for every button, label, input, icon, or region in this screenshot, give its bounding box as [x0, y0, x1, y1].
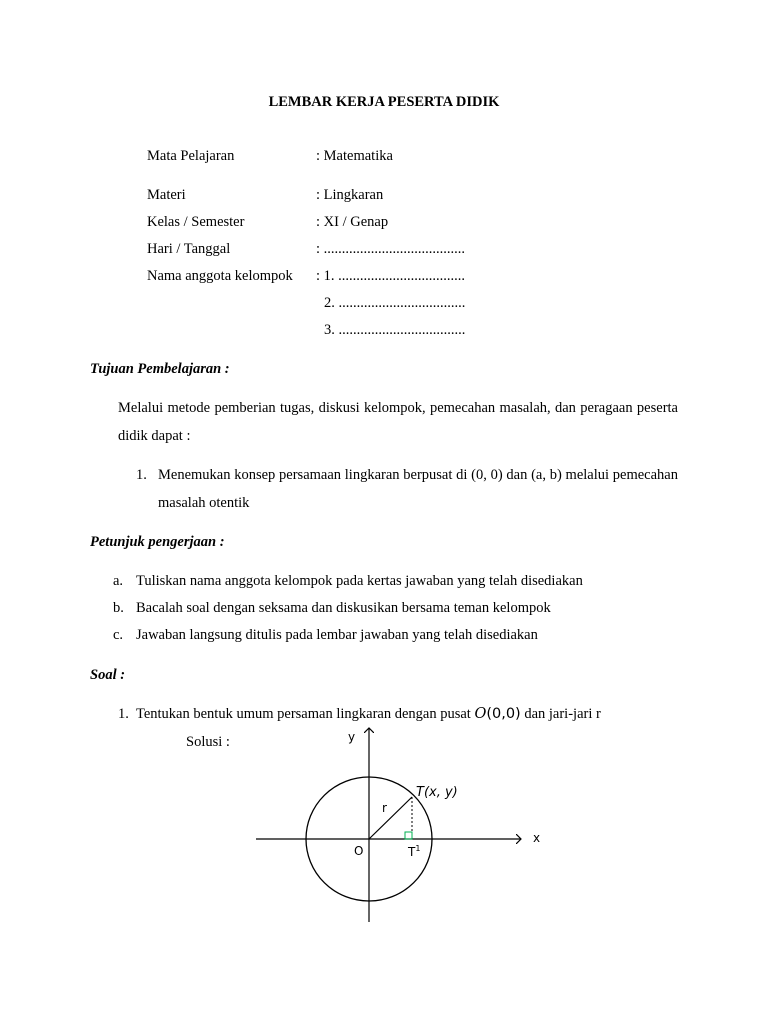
circle-diagram	[240, 722, 540, 927]
heading-petunjuk: Petunjuk pengerjaan :	[90, 534, 225, 550]
soal-question	[136, 706, 601, 723]
member-line-3: 3. ...................................	[324, 322, 466, 338]
point-label: T(x, y)	[416, 785, 458, 800]
tujuan-intro: Melalui metode pemberian tugas, diskusi kelompok, pemecahan masalah, dan peragaan peserta didik dapat :	[118, 400, 678, 444]
label-mata-pelajaran: Mata Pelajaran	[147, 148, 235, 164]
heading-soal: Soal :	[90, 667, 126, 683]
y-axis-label: y	[348, 730, 356, 744]
value-mata-pelajaran: : Matematika	[316, 148, 393, 164]
x-axis-label: x	[533, 831, 540, 845]
solusi-label: Solusi :	[186, 734, 230, 750]
label-hari-tanggal: Hari / Tanggal	[147, 241, 231, 257]
label-materi: Materi	[147, 187, 186, 203]
origin-label: O	[354, 844, 364, 858]
petunjuk-letter-a: a.	[113, 573, 124, 589]
foot-label	[407, 844, 420, 859]
right-angle-marker	[405, 832, 412, 839]
petunjuk-letter-c: c.	[113, 627, 124, 643]
soal-question-end: dan jari-jari r	[520, 706, 601, 722]
foot-label-sup: 1	[415, 844, 421, 853]
soal-question-text: Tentukan bentuk umum persaman lingkaran dengan pusat	[136, 706, 475, 722]
foot-label-t: T	[408, 845, 416, 859]
member-line-2: 2. ...................................	[324, 295, 466, 311]
radius-line	[369, 797, 412, 839]
value-nama-anggota-1: : 1. ...................................	[316, 268, 466, 284]
tujuan-item-number: 1.	[136, 467, 147, 483]
label-nama-anggota: Nama anggota kelompok	[147, 268, 293, 284]
petunjuk-item-c: Jawaban langsung ditulis pada lembar jawaban yang telah disediakan	[136, 627, 538, 643]
soal-number: 1.	[118, 706, 129, 722]
value-hari-tanggal: : .......................................	[316, 241, 466, 257]
petunjuk-item-b: Bacalah soal dengan seksama dan diskusikan bersama teman kelompok	[136, 600, 551, 616]
heading-tujuan: Tujuan Pembelajaran :	[90, 361, 230, 377]
label-kelas-semester: Kelas / Semester	[147, 214, 245, 230]
page-title: LEMBAR KERJA PESERTA DIDIK	[268, 94, 500, 110]
value-kelas-semester: : XI / Genap	[316, 214, 389, 230]
math-o: O	[474, 706, 487, 722]
petunjuk-letter-b: b.	[113, 600, 124, 616]
tujuan-item-text: Menemukan konsep persamaan lingkaran berpusat di (0, 0) dan (a, b) melalui pemecahan masalah otentik	[158, 467, 678, 511]
petunjuk-item-a: Tuliskan nama anggota kelompok pada kertas jawaban yang telah disediakan	[136, 573, 583, 589]
radius-label: r	[382, 801, 387, 815]
value-materi: : Lingkaran	[316, 187, 384, 203]
math-coordinates: (0,0)	[486, 706, 521, 722]
